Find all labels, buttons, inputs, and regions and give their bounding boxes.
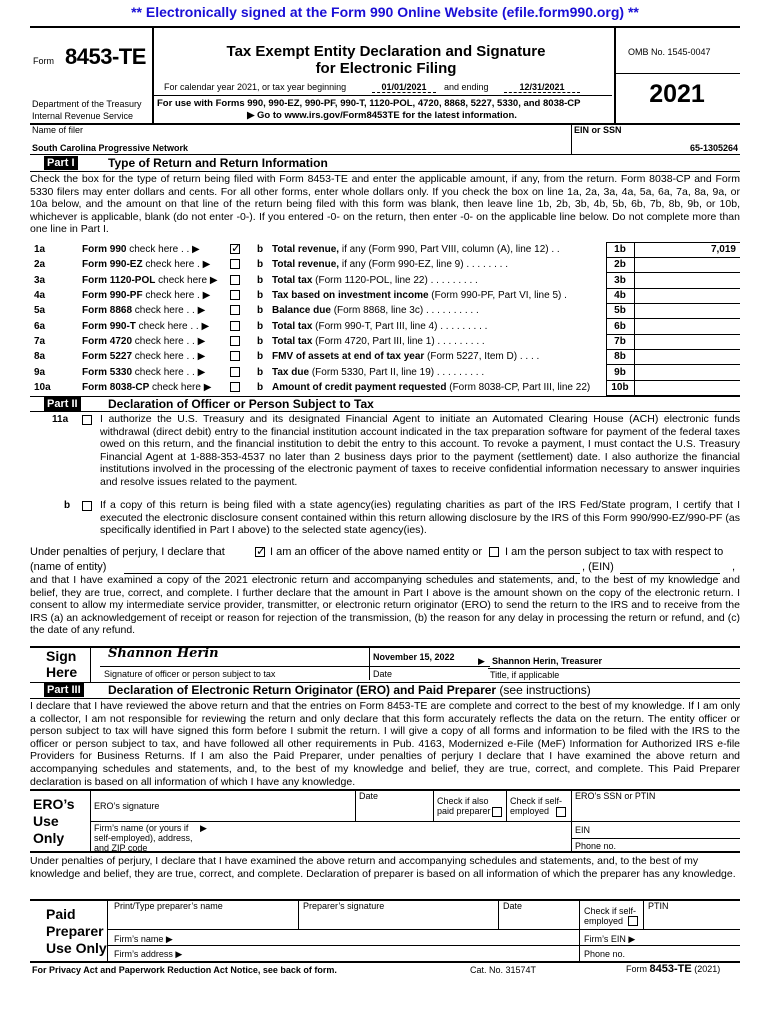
- ero-firm-label: Firm’s name (or yours if self-employed), address, and ZIP code: [94, 823, 193, 853]
- ero-side-1: ERO’s: [33, 796, 75, 812]
- form-type-label: Form 990-EZ check here . ▶: [82, 259, 211, 270]
- line-number: 9a: [34, 367, 46, 378]
- amount-description: Tax due (Form 5330, Part II, line 19) . . . . . . . . .: [272, 367, 485, 378]
- line-b-letter: b: [257, 321, 264, 332]
- name-of-entity-label: (name of entity): [30, 561, 107, 573]
- amount-value[interactable]: [640, 257, 736, 272]
- line-box-label: 10b: [611, 382, 629, 393]
- preparer-firm-name-label: Firm’s name ▶: [114, 934, 173, 944]
- line-11a-text: I authorize the U.S. Treasury and its designated Financial Agent to initiate an Automated Clearing House (ACH) electronic funds withdrawal (direct debit) entry to the financial institution account indicated in the tax preparation software for payment of the federal taxes owed on this return, and the financial institution to debit the entry to this account. To revoke a payment, I must contact the U.S. Treasury Financial Agent at 1-888-353-4537 no later than 2 business days prior to the payment (settlement) date. I also authorize the financial institutions involved in the processing of the electronic payment of taxes to receive confidential information necessary to answer inquiries and resolve issues related to the payment.: [100, 413, 740, 488]
- preparer-firm-ein-label: Firm’s EIN ▶: [584, 934, 636, 944]
- ero-side-3: Only: [33, 830, 65, 846]
- preparer-ptin-label: PTIN: [648, 901, 669, 911]
- form-type-label: Form 5330 check here . . ▶: [82, 367, 206, 378]
- part-1-label: Part I: [44, 156, 78, 170]
- amount-value[interactable]: [640, 273, 736, 288]
- amount-value[interactable]: [640, 288, 736, 303]
- line-box-label: 3b: [614, 275, 626, 286]
- officer-option: I am an officer of the above named entity or: [270, 546, 482, 558]
- ero-phone-label: Phone no.: [575, 841, 617, 851]
- ero-side-2: Use: [33, 813, 59, 829]
- irs-label: Internal Revenue Service: [32, 111, 134, 121]
- paid-side-1: Paid: [46, 906, 76, 922]
- sign-word: Sign: [46, 648, 77, 664]
- amount-value[interactable]: [640, 319, 736, 334]
- line-11a-number: 11a: [52, 414, 69, 425]
- form-type-checkbox[interactable]: [230, 290, 240, 300]
- preparer-phone-label: Phone no.: [584, 949, 626, 959]
- amount-value[interactable]: [640, 380, 736, 395]
- part-3-title: Declaration of Electronic Return Originator (ERO) and Paid Preparer: [108, 683, 497, 697]
- amount-description: Total tax (Form 990-T, Part III, line 4) . . . . . . . . .: [272, 321, 488, 332]
- amount-description: FMV of assets at end of tax year (Form 5227, Item D) . . . .: [272, 351, 540, 362]
- line-b-letter: b: [257, 290, 264, 301]
- paid-side-2: Preparer: [46, 923, 104, 939]
- line-box-label: 6b: [614, 321, 626, 332]
- form-type-label: Form 990 check here . . ▶: [82, 244, 200, 255]
- amount-description: Total tax (Form 4720, Part III, line 1) . . . . . . . . .: [272, 336, 485, 347]
- omb-number: OMB No. 1545-0047: [628, 47, 711, 57]
- line-number: 10a: [34, 382, 51, 393]
- preparer-self-employed-checkbox[interactable]: [628, 916, 638, 926]
- preparer-name-label: Print/Type preparer’s name: [114, 901, 223, 911]
- person-subject-option: I am the person subject to tax with respect to: [505, 546, 724, 558]
- also-paid-preparer-label: Check if also paid preparer: [437, 796, 491, 816]
- line-box-label: 4b: [614, 290, 626, 301]
- form-type-label: Form 5227 check here . . ▶: [82, 351, 206, 362]
- tax-year: 2021: [649, 80, 705, 108]
- privacy-notice: For Privacy Act and Paperwork Reduction Act Notice, see back of form.: [32, 965, 337, 975]
- form-number: 8453-TE: [65, 44, 146, 69]
- filer-name: South Carolina Progressive Network: [32, 143, 189, 153]
- line-b-letter: b: [257, 275, 264, 286]
- ero-signature-label: ERO’s signature: [94, 801, 160, 811]
- ero-ssn-ptin-label: ERO’s SSN or PTIN: [575, 791, 656, 801]
- part-3-label: Part III: [44, 683, 84, 697]
- amount-value[interactable]: [640, 349, 736, 364]
- line-number: 6a: [34, 321, 46, 332]
- form-type-checkbox[interactable]: [230, 367, 240, 377]
- signature-date: November 15, 2022: [373, 652, 455, 662]
- ending-label: and ending: [444, 82, 489, 92]
- line-box-label: 1b: [614, 244, 626, 255]
- part-1-intro: Check the box for the type of return being filed with Form 8453-TE and enter the applicable amount, if any, from the return. Form 8038-CP and Form 5330 filers may enter dollars and cents. For all other forms, enter whole dollars only. If you check the box on line 1a, 2a, 3a, 4a, 5a, 6a, 7a, 8a, 9a, or 10a below, and the amount on that line of the return being filed with this form was blank, then leave line 1b, 2b, 3b, 4b, 5b, 6b, 7b, 8b, 9b, or 10b, whichever is applicable, blank (do not enter -0-). If you entered -0- on the return, then enter -0- on the applicable line below. Do not complete more than one line in Part I.: [30, 173, 740, 236]
- line-11b-checkbox[interactable]: [82, 501, 92, 511]
- paid-side-3: Use Only: [46, 940, 107, 956]
- part-3-title-suffix: (see instructions): [496, 683, 591, 697]
- goto-line: ▶ Go to www.irs.gov/Form8453TE for the latest information.: [247, 110, 517, 121]
- part-2-label: Part II: [44, 397, 81, 411]
- part-1-title: Type of Return and Return Information: [108, 156, 328, 170]
- efile-banner: ** Electronically signed at the Form 990 Online Website (efile.form990.org) **: [131, 4, 639, 20]
- line-number: 1a: [34, 244, 46, 255]
- amount-value[interactable]: 7,019: [710, 244, 736, 255]
- line-b-letter: b: [257, 336, 264, 347]
- form-type-label: Form 1120-POL check here ▶: [82, 275, 218, 286]
- amount-description: Total tax (Form 1120-POL, line 22) . . . . . . . . .: [272, 275, 478, 286]
- amount-value[interactable]: [640, 334, 736, 349]
- part-2-title: Declaration of Officer or Person Subject to Tax: [108, 397, 374, 411]
- line-box-label: 7b: [614, 336, 626, 347]
- amount-value[interactable]: [640, 303, 736, 318]
- form-type-checkbox[interactable]: [230, 351, 240, 361]
- line-number: 3a: [34, 275, 46, 286]
- form-word: Form: [33, 56, 54, 66]
- line-b-letter: b: [257, 367, 264, 378]
- form-type-checkbox[interactable]: [230, 244, 240, 254]
- perjury-statement: and that I have examined a copy of the 2021 electronic return and accompanying schedules and statements, and, to the best of my knowledge and belief, they are true, correct, and complete. I further declare that the amount in Part I above is the amount shown on the copy of the electronic return. I consent to allow my intermediate service provider, transmitter, or electronic return originator (ERO) to send the return to the IRS and to receive from the IRS (a) an acknowledgement of receipt or reason for rejection of the transmission, (b) the reason for any delay in processing the return or refund, and (c) the date of any refund.: [30, 574, 740, 637]
- line-b-letter: b: [257, 259, 264, 270]
- part-3-declaration: I declare that I have reviewed the above return and that the entries on Form 8453-TE are complete and correct to the best of my knowledge. If I am only a collector, I am not responsible for reviewing the return and only declare that this form accurately reflects the data on the return. The entity officer or person subject to tax will have signed this form before I submit the return. I will give a copy of all forms and information to be filed with the IRS to the officer or person subject to tax, and have followed all other requirements in Pub. 4163, Modernized e-File (MeF) Information for Authorized IRS e-file Providers for Business Returns. If I am also the Paid Preparer, under penalties of perjury I declare that I have examined the above return and accompanying schedules and statements, and, to the best of my knowledge and belief, they are true, correct, and complete. This Paid Preparer declaration is based on all information of which I have any knowledge.: [30, 700, 740, 788]
- preparer-self-employed-label: Check if self-employed: [584, 906, 637, 926]
- line-number: 4a: [34, 290, 46, 301]
- ero-self-employed-label: Check if self-employed: [510, 796, 563, 816]
- amount-description: Amount of credit payment requested (Form 8038-CP, Part III, line 22): [272, 382, 591, 393]
- amount-description: Total revenue, if any (Form 990, Part VIII, column (A), line 12) . .: [272, 244, 560, 255]
- form-type-checkbox[interactable]: [230, 259, 240, 269]
- end-date: 12/31/2021: [504, 82, 580, 93]
- line-b-letter: b: [257, 244, 264, 255]
- person-subject-checkbox[interactable]: [489, 547, 499, 557]
- name-of-filer-label: Name of filer: [32, 125, 84, 135]
- form-title-2: for Electronic Filing: [315, 60, 457, 77]
- form-title-1: Tax Exempt Entity Declaration and Signature: [226, 43, 546, 60]
- line-b-letter: b: [257, 305, 264, 316]
- line-11b-number: b: [64, 500, 71, 511]
- amount-description: Total revenue, if any (Form 990-EZ, line 9) . . . . . . . .: [272, 259, 508, 270]
- line-11b-text: If a copy of this return is being filed with a state agency(ies) regulating charities as part of the IRS Fed/State program, I certify that I executed the electronic disclosure consent contained within this return allowing disclosure by the IRS of this Form 990/990-EZ/990-PF (as specifically identified in Part I above) to the selected state agency(ies).: [100, 499, 740, 537]
- date-label: Date: [373, 669, 393, 679]
- ero-date-label: Date: [359, 791, 379, 801]
- line-box-label: 2b: [614, 259, 626, 270]
- preparer-perjury: Under penalties of perjury, I declare that I have examined the above return and accompanying schedules and statements, and, to the best of my knowledge and belief, they are true, correct, and complete. Declaration of preparer is based on all information of which the preparer has any knowledge.: [30, 855, 736, 880]
- line-b-letter: b: [257, 351, 264, 362]
- form-type-checkbox[interactable]: [230, 336, 240, 346]
- calendar-label: For calendar year 2021, or tax year beginning: [164, 82, 347, 92]
- also-paid-preparer-checkbox[interactable]: [492, 807, 502, 817]
- form-type-label: Form 8868 check here . . ▶: [82, 305, 206, 316]
- catalog-number: Cat. No. 31574T: [470, 965, 537, 975]
- line-box-label: 5b: [614, 305, 626, 316]
- dept-treasury: Department of the Treasury: [32, 99, 142, 109]
- filer-ein: 65-1305264: [689, 143, 738, 153]
- ero-self-employed-checkbox[interactable]: [556, 807, 566, 817]
- line-number: 7a: [34, 336, 46, 347]
- officer-signature: Shannon Herin: [108, 646, 219, 661]
- here-word: Here: [46, 664, 78, 680]
- form-type-label: Form 990-PF check here . ▶: [82, 290, 211, 301]
- line-number: 2a: [34, 259, 46, 270]
- preparer-date-label: Date: [503, 901, 523, 911]
- ein-label: EIN or SSN: [574, 125, 622, 135]
- form-type-checkbox[interactable]: [230, 275, 240, 285]
- line-box-label: 9b: [614, 367, 626, 378]
- form-type-label: Form 4720 check here . . ▶: [82, 336, 206, 347]
- perjury-lead: Under penalties of perjury, I declare that: [30, 546, 225, 558]
- form-type-checkbox[interactable]: [230, 321, 240, 331]
- use-with-line: For use with Forms 990, 990-EZ, 990-PF, 990-T, 1120-POL, 4720, 8868, 5227, 5330, and 8038-CP: [157, 98, 581, 109]
- preparer-firm-address-label: Firm’s address ▶: [114, 949, 183, 959]
- begin-date: 01/01/2021: [372, 82, 436, 93]
- amount-description: Balance due (Form 8868, line 3c) . . . . . . . . . .: [272, 305, 479, 316]
- line-number: 8a: [34, 351, 46, 362]
- amount-value[interactable]: [640, 365, 736, 380]
- amount-description: Tax based on investment income (Form 990-PF, Part VI, line 5) .: [272, 290, 567, 301]
- form-type-checkbox[interactable]: [230, 305, 240, 315]
- form-type-label: Form 990-T check here . . ▶: [82, 321, 210, 332]
- line-box-label: 8b: [614, 351, 626, 362]
- line-number: 5a: [34, 305, 46, 316]
- form-type-checkbox[interactable]: [230, 382, 240, 392]
- title-label: Title, if applicable: [490, 670, 560, 680]
- entity-ein-label: , (EIN): [582, 561, 614, 573]
- footer-form-id: Form 8453-TE (2021): [626, 963, 721, 975]
- ero-ein-label: EIN: [575, 825, 591, 835]
- form-type-label: Form 8038-CP check here ▶: [82, 382, 212, 393]
- preparer-signature-label: Preparer’s signature: [303, 901, 385, 911]
- officer-checkbox[interactable]: [255, 547, 265, 557]
- line-b-letter: b: [257, 382, 264, 393]
- signature-label: Signature of officer or person subject to tax: [104, 669, 276, 679]
- line-11a-checkbox[interactable]: [82, 415, 92, 425]
- officer-title: Shannon Herin, Treasurer: [492, 656, 603, 666]
